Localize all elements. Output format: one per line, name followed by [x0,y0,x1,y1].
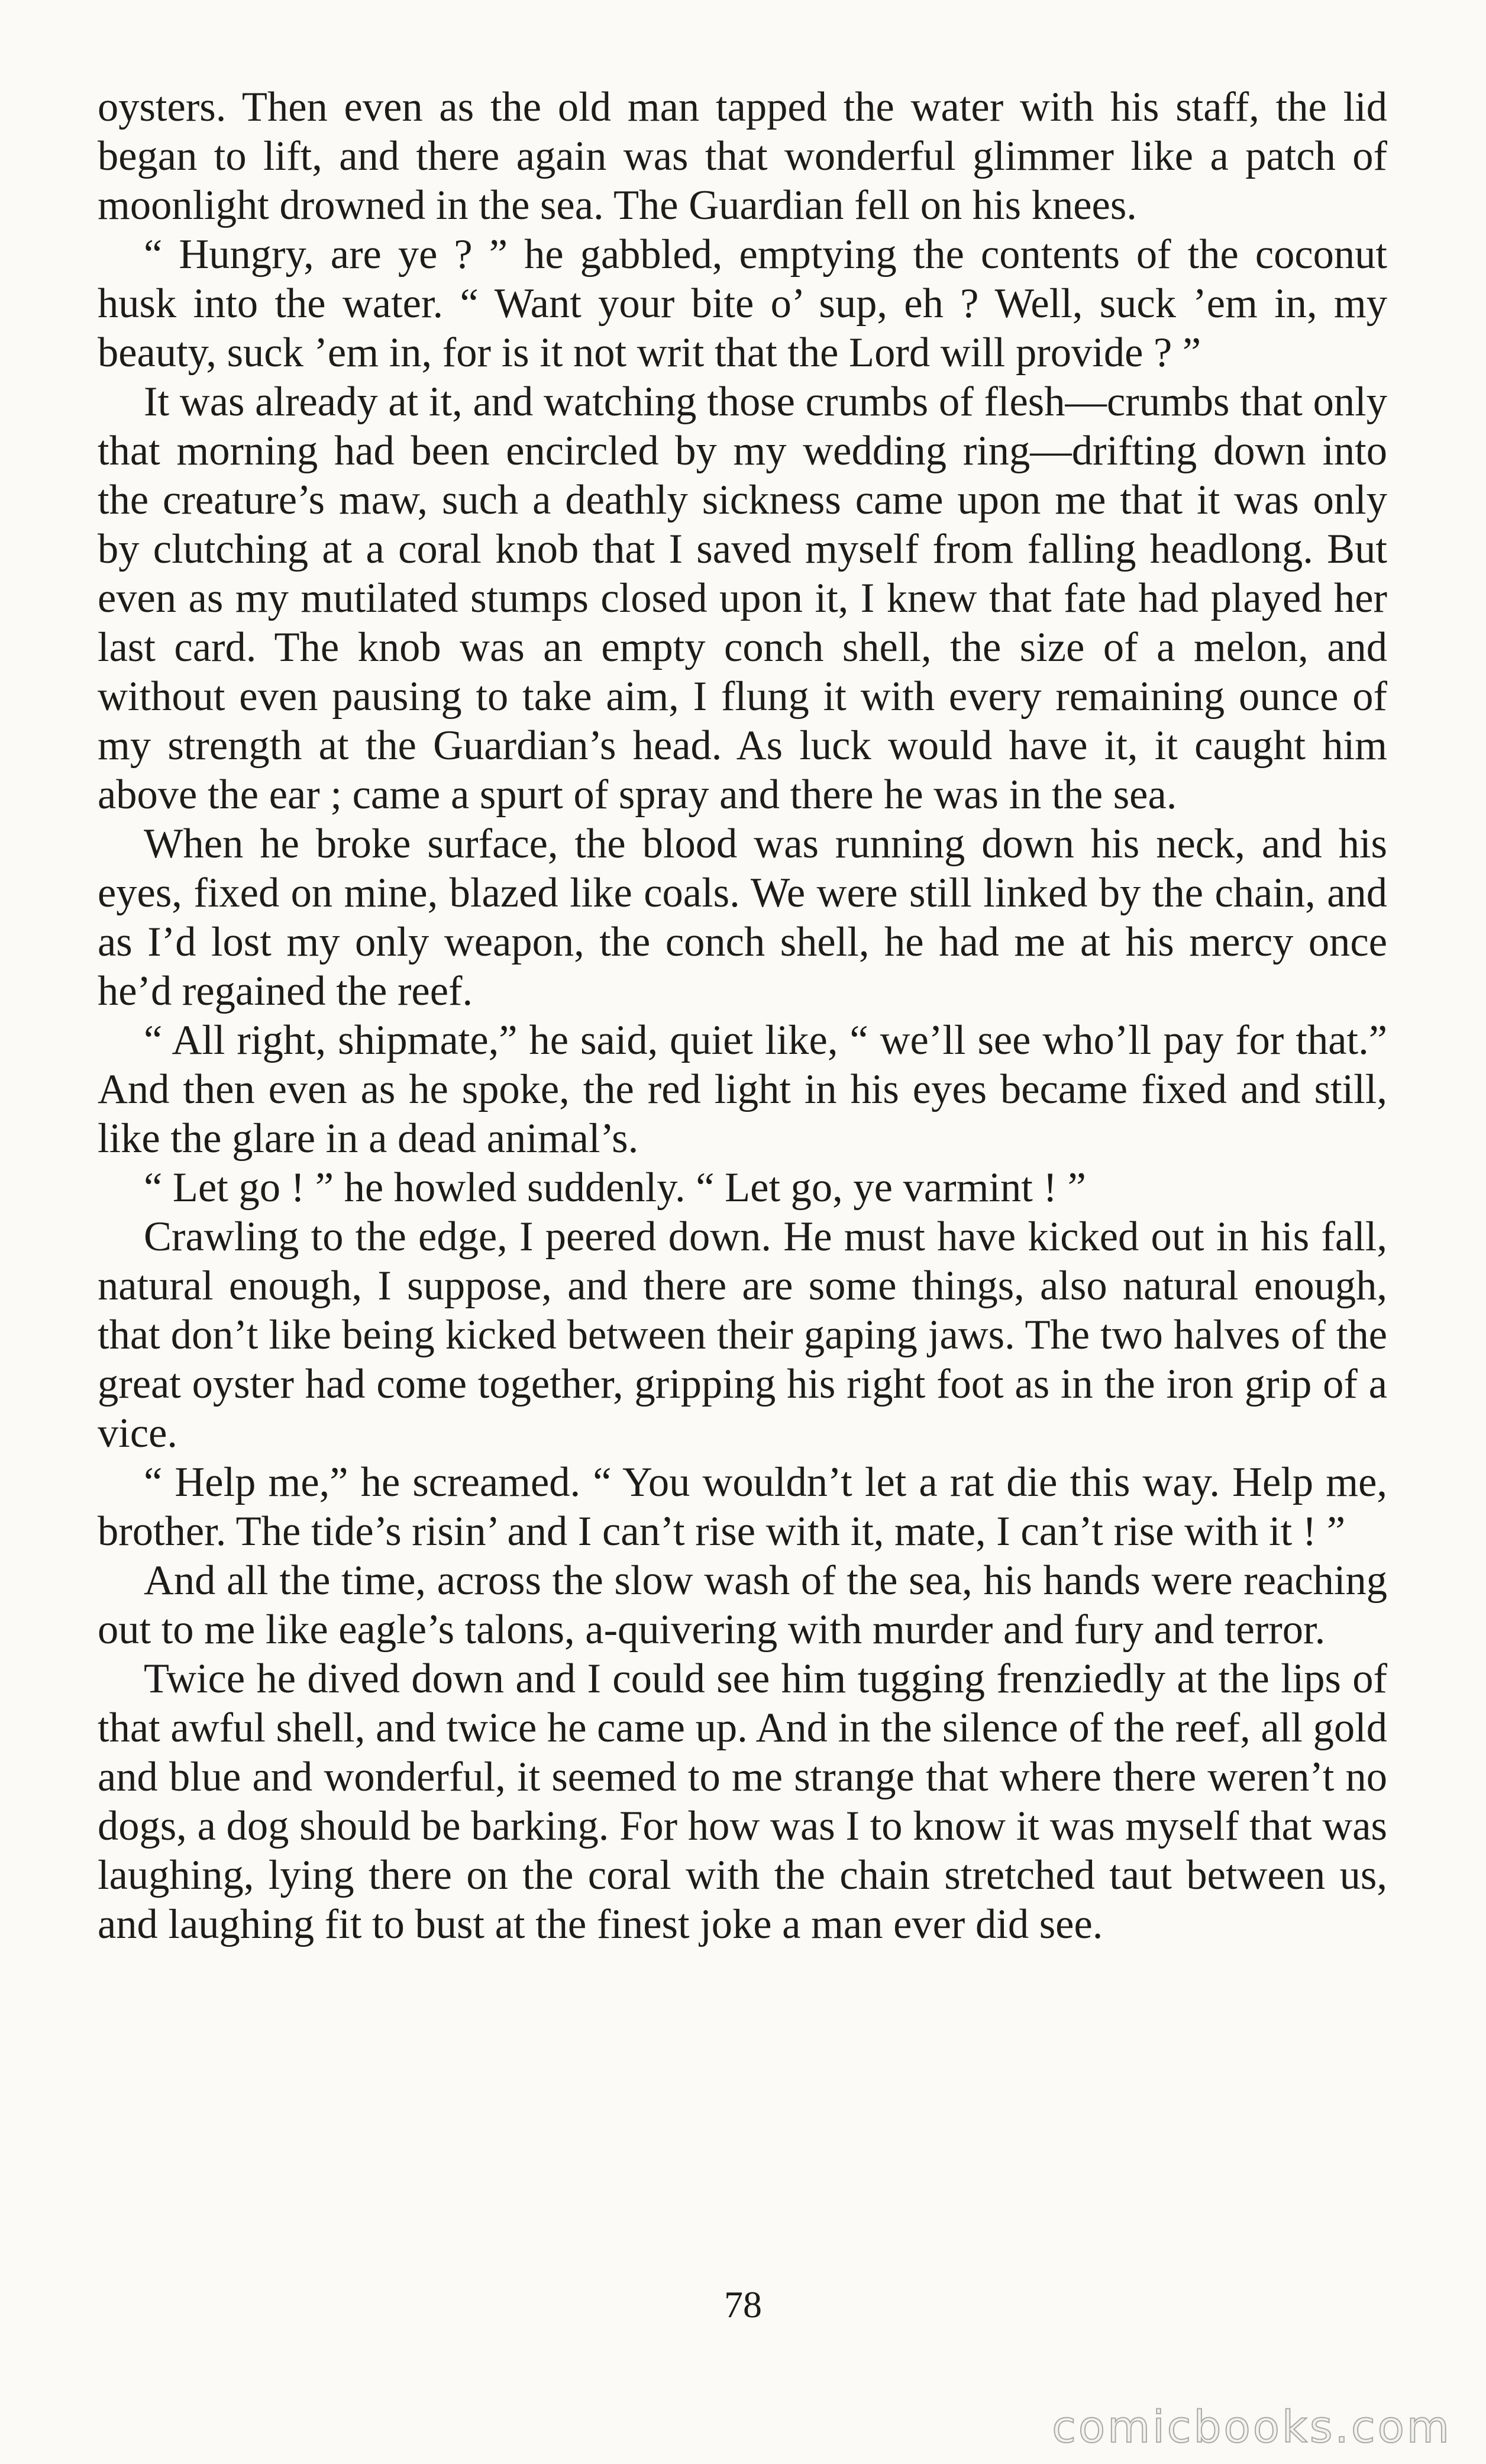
page-number: 78 [724,2284,762,2326]
paragraph-9: And all the time, across the slow wash of the sea, his hands were reaching out to me like eagle’s talons, a-quivering with murder and fury and terror. [98,1557,1387,1653]
book-page-text [98,83,1387,1949]
paragraph-7: Crawling to the edge, I peered down. He must have kicked out in his fall, natural enough, I suppose, and there are some things, also natural enough, that don’t like being kicked between their gaping jaws. The two halves of the great oyster had come together, gripping his right foot as in the iron grip of a vice. [98,1214,1387,1456]
paragraph-6: “ Let go ! ” he howled suddenly. “ Let go, ye varmint ! ” [144,1165,1086,1211]
paragraph-10: Twice he dived down and I could see him tugging frenziedly at the lips of that awful shell, and twice he came up. And in the silence of the reef, all gold and blue and wonderful, it seemed to me strange that where there weren’t no dogs, a dog should be barking. For how was I to know it was myself that was laughing, lying there on the coral with the chain stretched taut between us, and laughing fit to bust at the finest joke a man ever did see. [98,1656,1387,1947]
paragraph-4: When he broke surface, the blood was running down his neck, and his eyes, fixed on mine, blazed like coals. We were still linked by the chain, and as I’d lost my only weapon, the conch shell, he had me at his mercy once he’d regained the reef. [98,821,1387,1014]
paragraph-3: It was already at it, and watching those crumbs of flesh—crumbs that only that morning had been encircled by my wedding ring—drifting down into the creature’s maw, such a deathly sickness came upon me that it was only by clutching at a coral knob that I saved myself from falling headlong. But even as my mutilated stumps closed upon it, I knew that fate had played her last card. The knob was an empty conch shell, the size of a melon, and without even pausing to take aim, I flung it with every remaining ounce of my strength at the Guardian’s head. As luck would have it, it caught him above the ear ; came a spurt of spray and there he was in the sea. [98,379,1387,818]
paragraph-1: oysters. Then even as the old man tapped the water with his staff, the lid began to lift, and there again was that wonderful glimmer like a patch of moonlight drowned in the sea. The Guardian fell on his knees. [98,84,1387,228]
paragraph-2: “ Hungry, are ye ? ” he gabbled, emptying the contents of the coconut husk into the water. “ Want your bite o’ sup, eh ? Well, suck ’em in, my beauty, suck ’em in, for is it not writ that the Lord will provide ? ” [98,231,1387,376]
watermark: comicbooks.com [1052,2402,1452,2453]
paragraph-5: “ All right, shipmate,” he said, quiet like, “ we’ll see who’ll pay for that.” And then even as he spoke, the red light in his eyes became fixed and still, like the glare in a dead animal’s. [98,1017,1387,1162]
paragraph-8: “ Help me,” he screamed. “ You wouldn’t let a rat die this way. Help me, brother. The tide’s risin’ and I can’t rise with it, mate, I can’t rise with it ! ” [98,1459,1387,1554]
